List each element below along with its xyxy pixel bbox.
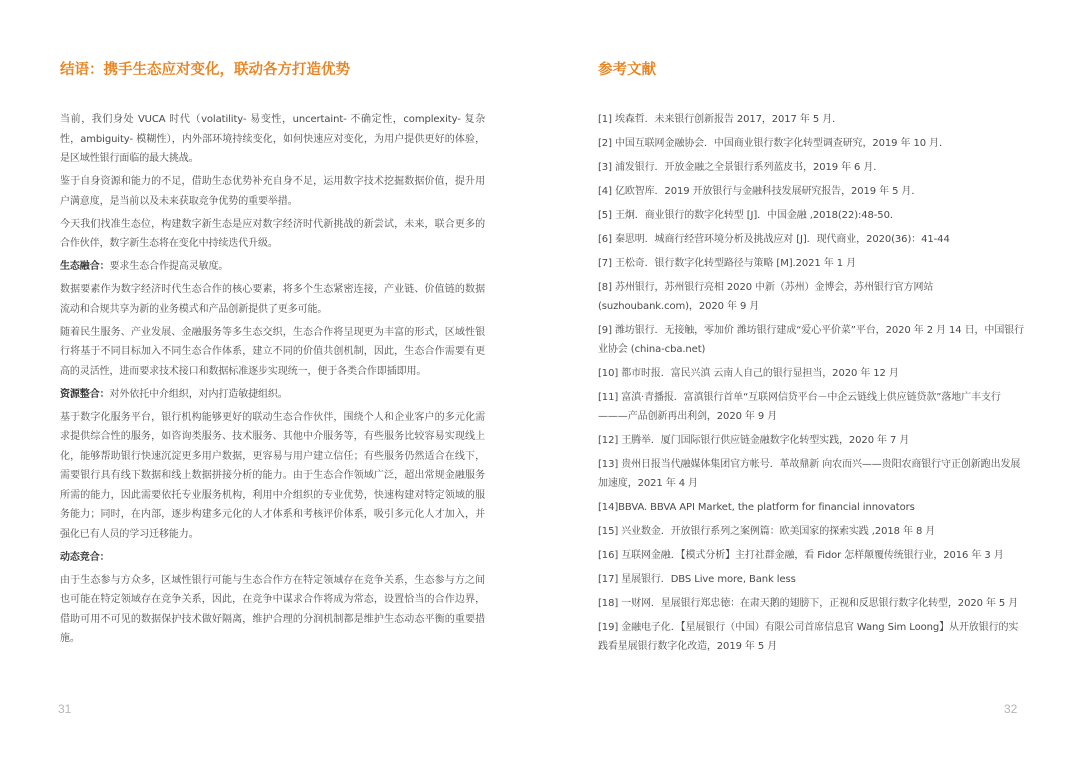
paragraph bbox=[60, 571, 485, 649]
paragraph-text: 由于生态参与方众多，区域性银行可能与生态合作方在特定领域存在竞争关系，生态参与方之间也可能在特定领域存在竞争关系，因此，在竞争中谋求合作将成为常态，设置恰当的合作边界，借助可用不可见的数据保护技术做好隔离，维护合理的分润机制都是维护生态动态平衡的重要措施。 bbox=[60, 574, 485, 644]
subheading-label: 动态竞合： bbox=[60, 551, 110, 563]
paragraph-text: 要求生态合作提高灵敏度。 bbox=[109, 261, 229, 272]
reference-item: [9] 潍坊银行．无接触，零加价 潍坊银行建成“爱心平价菜”平台，2020 年 2 月 14 日，中国银行业协会 (china-cba.net) bbox=[598, 325, 1025, 355]
reference-item: [17] 星展银行．DBS Live more, Bank less bbox=[598, 574, 796, 585]
reference-item: [1] 埃森哲．未来银行创新报告 2017，2017 年 5 月． bbox=[598, 114, 843, 125]
paragraph bbox=[60, 408, 485, 545]
page-number-left: 31 bbox=[58, 702, 72, 716]
paragraph-text: 今天我们找准生态位，构建数字新生态是应对数字经济时代新挑战的新尝试，未来，联合更多的合作伙伴，数字新生态将在变化中持续迭代升级。 bbox=[60, 218, 485, 249]
left-page bbox=[60, 0, 485, 759]
reference-item: [13] 贵州日报当代融媒体集团官方帐号．革故鼎新 向农而兴——贵阳农商银行守正创新跑出发展加速度，2021 年 4 月 bbox=[598, 459, 1021, 489]
reference-item: [10] 都市时报．富民兴滇 云南人自己的银行显担当，2020 年 12 月 bbox=[598, 368, 899, 379]
paragraph bbox=[60, 110, 485, 169]
paragraph bbox=[60, 257, 485, 277]
reference-item: [11] 富滇·青播报．富滇银行首单“互联网信贷平台－中企云链线上供应链贷款”落地广丰支行———产品创新再出利剑，2020 年 9 月 bbox=[598, 392, 1001, 422]
paragraph bbox=[60, 280, 485, 319]
reference-item: [18] 一财网．星展银行郑忠徳：在肃天鹅的翅膀下，正视和反思银行数字化转型，2020 年 5 月 bbox=[598, 598, 1019, 609]
reference-item: [4] 亿欧智库．2019 开放银行与金融科技发展研究报告，2019 年 5 月． bbox=[598, 186, 922, 197]
paragraph bbox=[60, 172, 485, 211]
reference-item: [14]BBVA. BBVA API Market, the platform for financial innovators bbox=[598, 502, 915, 513]
paragraph-text: 鉴于自身资源和能力的不足，借助生态优势补充自身不足，运用数字技术挖掘数据价值，提升用户满意度，是当前以及未来获取竞争优势的重要举措。 bbox=[60, 176, 485, 207]
paragraph-text: 随着民生服务、产业发展、金融服务等多生态交织，生态合作将呈现更为丰富的形式，区域性银行将基于不同目标加入不同生态合作体系，建立不同的价值共创机制，因此，生态合作需要有更高的灵活性，进而要求技术接口和数据标准逐步实现统一，便于各类合作即插即用。 bbox=[60, 326, 485, 377]
reference-item: [3] 浦发银行．开放金融之全景银行系列蓝皮书，2019 年 6 月． bbox=[598, 162, 884, 173]
page-number-right: 32 bbox=[1004, 702, 1018, 716]
paragraph bbox=[60, 385, 485, 405]
paragraph-text: 数据要素作为数字经济时代生态合作的核心要素，将多个生态紧密连接，产业链、价值链的数据流动和合规共享为新的业务模式和产品创新提供了更多可能。 bbox=[60, 284, 485, 315]
references-heading: 参考文献 bbox=[598, 62, 656, 78]
paragraph-text: 对外依托中介组织，对内打造敏捷组织。 bbox=[109, 388, 288, 400]
right-page bbox=[598, 0, 1026, 759]
reference-item: [2] 中国互联网金融协会．中国商业银行数字化转型调查研究，2019 年 10 月． bbox=[598, 138, 949, 149]
paragraph-text: 基于数字化服务平台，银行机构能够更好的联动生态合作伙伴，围绕个人和企业客户的多元化需求提供综合性的服务，如咨询类服务、技术服务、其他中介服务等，有些服务比较容易实现线上化，能够帮助银行快速沉淀更多用户数据，更容易与用户建立信任；有些服务仍然适合在线下，需要银行具有线下数据和线上数据拼接分析的能力。由于生态合作领域广泛，超出常规金融服务所需的能力，因此需要依托专业服务机构，利用中介组织的专业优势，快速构建对特定领域的服务能力；同时，在内部，逐步构建多元化的人才体系和考核评价体系，吸引多元化人才加入，并强化已有人员的学习迁移能力。 bbox=[60, 411, 485, 540]
reference-item: [15] 兴业数金．开放银行系列之案例篇：欧美国家的探索实践 ,2018 年 8 月 bbox=[598, 526, 936, 537]
reference-item: [19] 金融电子化．【星展银行（中国）有限公司首席信息官 Wang Sim Loong】从开放银行的实践看星展银行数字化改造，2019 年 5 月 bbox=[598, 622, 1019, 652]
conclusion-body bbox=[60, 110, 485, 652]
paragraph bbox=[60, 215, 485, 254]
paragraph bbox=[60, 548, 485, 568]
conclusion-heading: 结语：携手生态应对变化，联动各方打造优势 bbox=[60, 62, 350, 78]
reference-item: [12] 王腾举．厦门国际银行供应链金融数字化转型实践，2020 年 7 月 bbox=[598, 435, 910, 446]
reference-item: [7] 王松奇．银行数字化转型路径与策略 [M].2021 年 1 月 bbox=[598, 258, 856, 269]
references-list bbox=[598, 110, 1026, 661]
subheading-label: 资源整合： bbox=[60, 388, 110, 400]
reference-item: [16] 互联网金融．【模式分析】主打社群金融，看 Fidor 怎样颠覆传统银行业，2016 年 3 月 bbox=[598, 550, 1004, 561]
reference-item: [6] 秦思明．城商行经营环境分析及挑战应对 [J]．现代商业，2020(36)：41-44 bbox=[598, 234, 950, 245]
reference-item: [8] 苏州银行，苏州银行亮相 2020 中新（苏州）金博会，苏州银行官方网站 (suzhoubank.com)，2020 年 9 月 bbox=[598, 282, 934, 312]
reference-item: [5] 王炯．商业银行的数字化转型 [J]．中国金融 ,2018(22):48-50. bbox=[598, 210, 893, 221]
paragraph bbox=[60, 323, 485, 382]
paragraph-text: 当前，我们身处 VUCA 时代（volatility- 易变性，uncertaint- 不确定性，complexity- 复杂性，ambiguity- 模糊性），内外部环境持续变化，如何快速应对变化，为用户提供更好的体验，是区域性银行面临的最大挑战。 bbox=[60, 114, 485, 164]
subheading-label: 生态融合： bbox=[60, 261, 110, 272]
